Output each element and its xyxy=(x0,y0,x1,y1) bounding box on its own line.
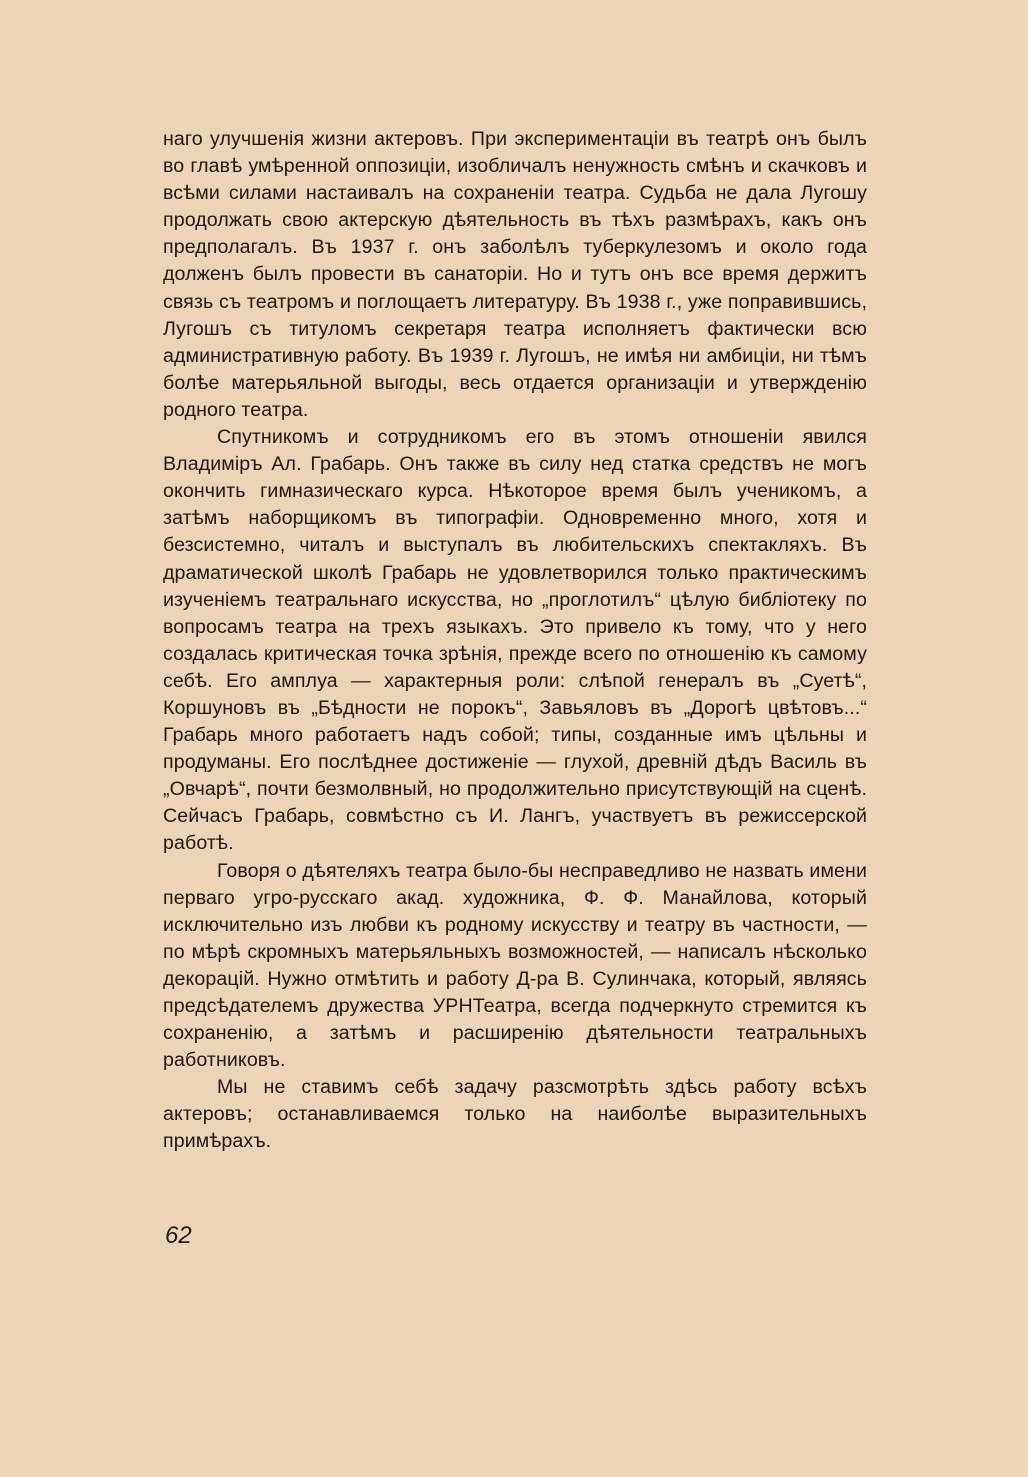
paragraph-continuation: наго улучшенія жизни актеровъ. При экспериментаціи въ театрѣ онъ былъ во главѣ умѣренной оппозиціи, изобличалъ ненужность смѣнъ и скачковъ и всѣми силами настаивалъ на сохраненіи театра. Судьба не дала Лугошу продолжать свою актерскую дѣятельность въ тѣхъ размѣрахъ, какъ онъ предполагалъ. Въ 1937 г. онъ заболѣлъ туберкулезомъ и около года долженъ былъ провести въ санаторіи. Но и тутъ онъ все время держитъ связь съ театромъ и поглощаетъ литературу. Въ 1938 г., уже поправившись, Лугошъ съ титуломъ секретаря театра исполняетъ фактически всю административную работу. Въ 1939 г. Лугошъ, не имѣя ни амбиціи, ни тѣмъ болѣе матерьяльной выгоды, весь отдается организаціи и утвержденію родного театра. xyxy=(163,128,867,421)
page-number: 62 xyxy=(165,1222,192,1249)
paragraph-grabar: Спутникомъ и сотрудникомъ его въ этомъ отношеніи явился Владиміръ Ал. Грабарь. Онъ также въ силу нед статка средствъ не могъ окончить гимназическаго курса. Нѣкоторое время былъ ученикомъ, а затѣмъ наборщикомъ въ типографіи. Одновременно много, хотя и безсистемно, читалъ и выступалъ въ любительскихъ спектакляхъ. Въ драматической школѣ Грабарь не удовлетворился только практическимъ изученіемъ театральнаго искусства, но „проглотилъ“ цѣлую библіотеку по вопросамъ театра на трехъ языкахъ. Это привело къ тому, что у него создалась критическая точка зрѣнія, прежде всего по отношенію къ самому себѣ. Его амплуа — характерныя роли: слѣпой генералъ въ „Суетѣ“, Коршуновъ въ „Бѣдности не порокъ“, Завьяловъ въ „Дорогѣ цвѣтовъ...“ Грабарь много работаетъ надъ собой; типы, созданные имъ цѣльны и продуманы. Его послѣднее достиженіе — глухой, древній дѣдъ Василь въ „Овчарѣ“, почти безмолвный, но продолжительно присутствующій на сценѣ. Сейчасъ Грабарь, совмѣстно съ И. Лангъ, участвуетъ въ режиссерской работѣ. xyxy=(163,426,867,855)
paragraph-manailov: Говоря о дѣятеляхъ театра было-бы несправедливо не назвать имени перваго угро-русскаго акад. художника, Ф. Ф. Манайлова, который исключительно изъ любви къ родному искусству и театру въ частности, — по мѣрѣ скромныхъ матерьяльныхъ возможностей, — написалъ нѣсколько декорацій. Нужно отмѣтить и работу Д-ра В. Сулинчака, который, являясь предсѣдателемъ дружества УРНТеатра, всегда подчеркнуто стремится къ сохраненію, а затѣмъ и расширенію дѣятельности театральныхъ работниковъ. xyxy=(163,859,867,1072)
paragraph-conclusion: Мы не ставимъ себѣ задачу разсмотрѣть здѣсь работу всѣхъ актеровъ; останавливаемся только на наиболѣе выразительныхъ примѣрахъ. xyxy=(163,1076,867,1153)
body-text xyxy=(163,126,867,1156)
